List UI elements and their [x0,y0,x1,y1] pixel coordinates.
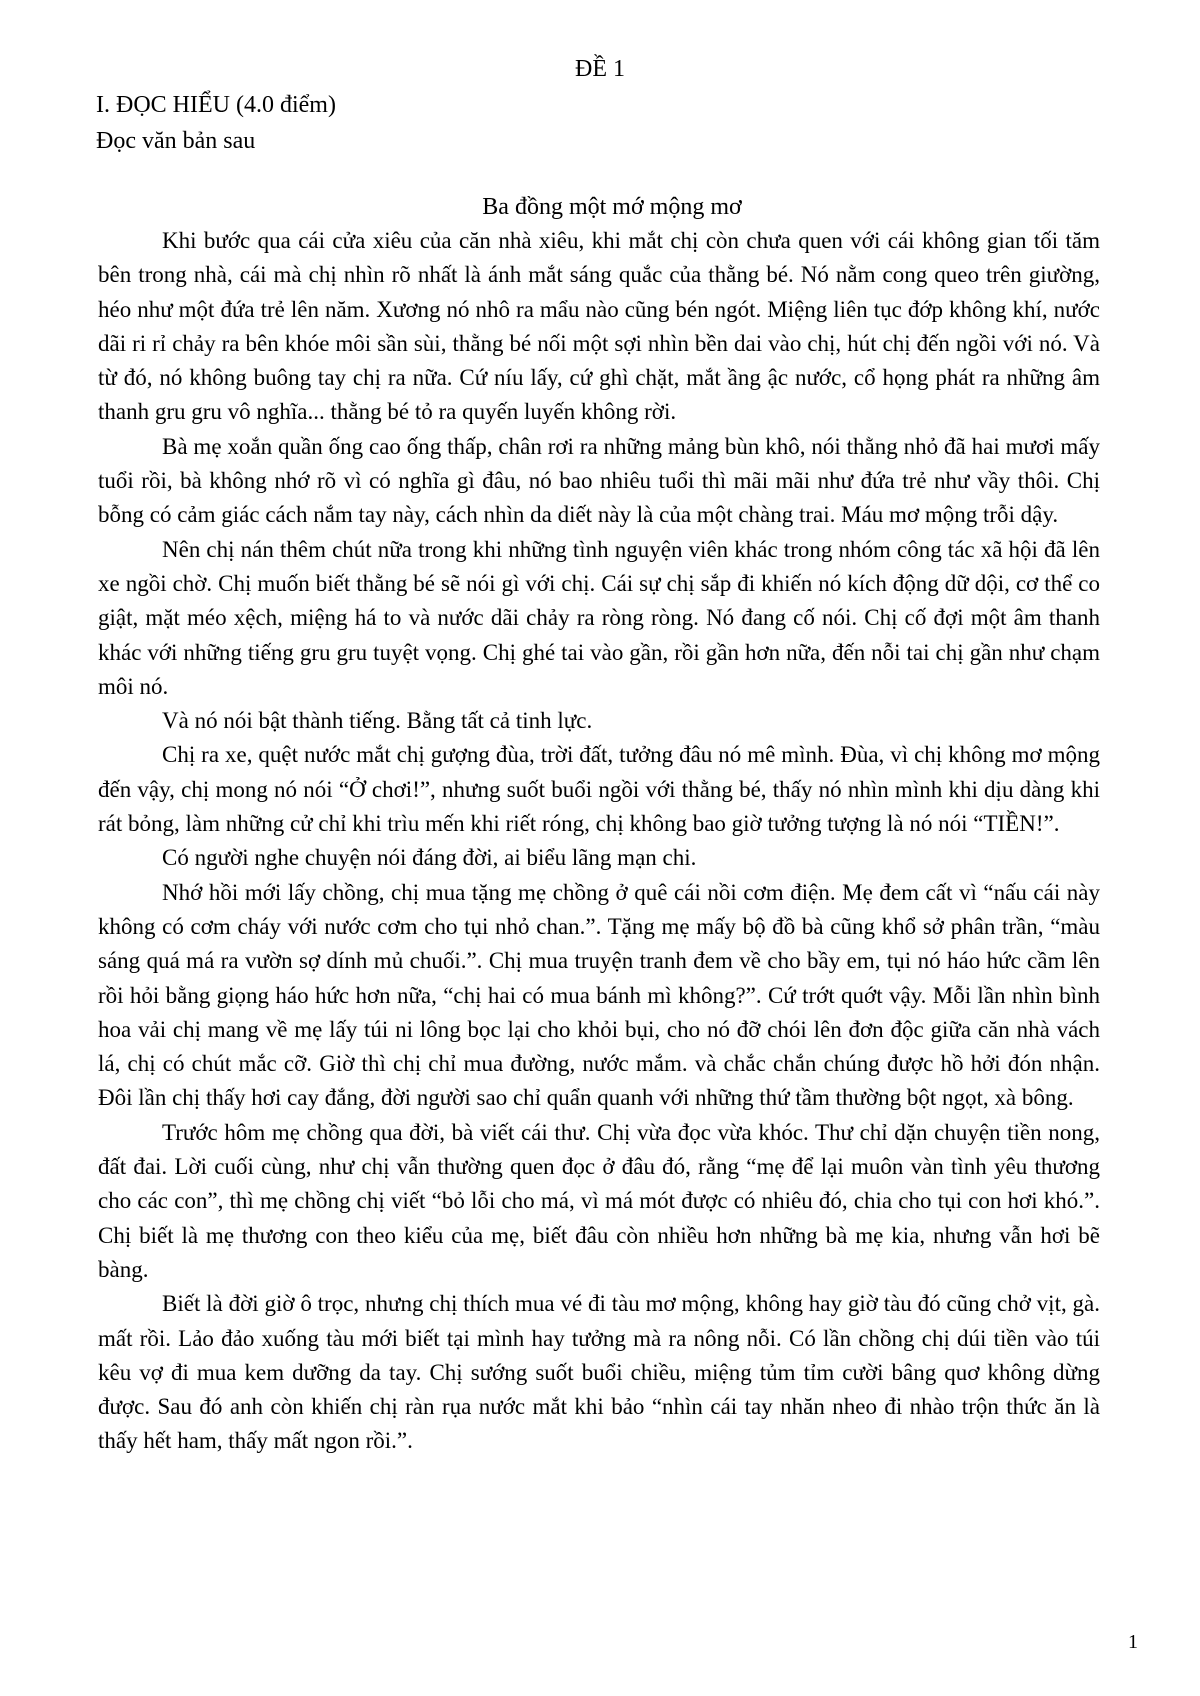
story-paragraph: Chị ra xe, quệt nước mắt chị gượng đùa, trời đất, tưởng đâu nó mê mình. Đùa, vì chị không mơ mộng đến vậy, chị mong nó nói “Ở chơi!”, nhưng suốt buổi ngồi với thằng bé, thấy nó nhìn mình khi dịu dàng khi rát bỏng, làm những cử chỉ khi trìu mến khi riết róng, chị không bao giờ tưởng tượng là nó nói “TIỀN!”. [98,742,1100,837]
story-paragraph: Có người nghe chuyện nói đáng đời, ai biểu lãng mạn chi. [162,845,697,871]
story-body [98,224,1100,1459]
story-paragraph: Biết là đời giờ ô trọc, nhưng chị thích mua vé đi tàu mơ mộng, không hay giờ tàu đó cũng chở vịt, gà. mất rồi. Lảo đảo xuống tàu mới biết tại mình hay tưởng mà ra nông nỗi. Có lần chồng chị dúi tiền vào túi kêu vợ đi mua kem dưỡng da tay. Chị sướng suốt buổi chiều, miệng tủm tỉm cười bâng quơ không dừng được. Sau đó anh còn khiến chị ràn rụa nước mắt khi bảo “nhìn cái tay nhăn nheo đi nhào trộn thức ăn là thấy hết ham, thấy mất ngon rồi.”. [98,1291,1100,1454]
story-title: Ba đồng một mớ mộng mơ [482,194,742,220]
section-heading: I. ĐỌC HIỂU (4.0 điểm) [96,92,336,118]
page-number: 1 [1128,1631,1138,1653]
story-paragraph: Nên chị nán thêm chút nữa trong khi những tình nguyện viên khác trong nhóm công tác xã hội đã lên xe ngồi chờ. Chị muốn biết thằng bé sẽ nói gì với chị. Cái sự chị sắp đi khiến nó kích động dữ dội, cơ thể co giật, mặt méo xệch, miệng há to và nước dãi chảy ra ròng ròng. Nó đang cố nói. Chị cố đợi một âm thanh khác với những tiếng gru gru tuyệt vọng. Chị ghé tai vào gần, rồi gần hơn nữa, đến nỗi tai chị gần như chạm môi nó. [98,536,1100,699]
story-paragraph: Trước hôm mẹ chồng qua đời, bà viết cái thư. Chị vừa đọc vừa khóc. Thư chỉ dặn chuyện tiền nong, đất đai. Lời cuối cùng, như chị vẫn thường quen đọc ở đâu đó, rằng “mẹ để lại muôn vàn tình yêu thương cho các con”, thì mẹ chồng chị viết “bỏ lỗi cho má, vì má mót được có nhiêu đó, chia cho tụi con hơi khó.”. Chị biết là mẹ thương con theo kiểu của mẹ, biết đâu còn nhiều hơn những bà mẹ kia, nhưng vẫn hơi bẽ bàng. [98,1119,1100,1282]
story-paragraph: Nhớ hồi mới lấy chồng, chị mua tặng mẹ chồng ở quê cái nồi cơm điện. Mẹ đem cất vì “nấu cái này không có cơm cháy với nước cơm cho tụi nhỏ chan.”. Tặng mẹ mấy bộ đồ bà cũng khổ sở phân trần, “màu sáng quá má ra vườn sợ dính mủ chuối.”. Chị mua truyện tranh đem về cho bầy em, tụi nó háo hức cầm lên rồi hỏi bằng giọng háo hức hơn nữa, “chị hai có mua bánh mì không?”. Cứ trớt quớt vậy. Mỗi lần nhìn bình hoa vải chị mang về mẹ lấy túi ni lông bọc lại cho khỏi bụi, cho nó đỡ chói lên đơn độc giữa căn nhà vách lá, chị có chút mắc cỡ. Giờ thì chị chỉ mua đường, nước mắm. và chắc chắn chúng được hồ hởi đón nhận. Đôi lần chị thấy hơi cay đắng, đời người sao chỉ quẩn quanh với những thứ tầm thường bột ngọt, xà bông. [98,879,1100,1111]
reading-instruction: Đọc văn bản sau [96,128,256,154]
story-paragraph: Và nó nói bật thành tiếng. Bằng tất cả tinh lực. [162,708,593,734]
story-paragraph: Khi bước qua cái cửa xiêu của căn nhà xiêu, khi mắt chị còn chưa quen với cái không gian tối tăm bên trong nhà, cái mà chị nhìn rõ nhất là ánh mắt sáng quắc của thằng bé. Nó nằm cong queo trên giường, héo như một đứa trẻ lên năm. Xương nó nhô ra mẩu nào cũng bén ngót. Miệng liên tục đớp không khí, nước dãi ri rỉ chảy ra bên khóe môi sần sùi, thằng bé nối một sợi nhìn bền dai vào chị, hút chị đến ngồi với nó. Và từ đó, nó không buông tay chị ra nữa. Cứ níu lấy, cứ ghì chặt, mắt ầng ậc nước, cổ họng phát ra những âm thanh gru gru vô nghĩa... thằng bé tỏ ra quyến luyến không rời. [98,228,1100,425]
story-paragraph: Bà mẹ xoắn quần ống cao ống thấp, chân rơi ra những mảng bùn khô, nói thằng nhỏ đã hai mươi mấy tuổi rồi, bà không nhớ rõ vì có nghĩa gì đâu, nó bao nhiêu tuổi thì mãi mãi như đứa trẻ như vầy thôi. Chị bỗng có cảm giác cách nắm tay này, cách nhìn da diết này là của một chàng trai. Máu mơ mộng trỗi dậy. [98,433,1100,528]
exam-title: ĐỀ 1 [575,56,625,82]
